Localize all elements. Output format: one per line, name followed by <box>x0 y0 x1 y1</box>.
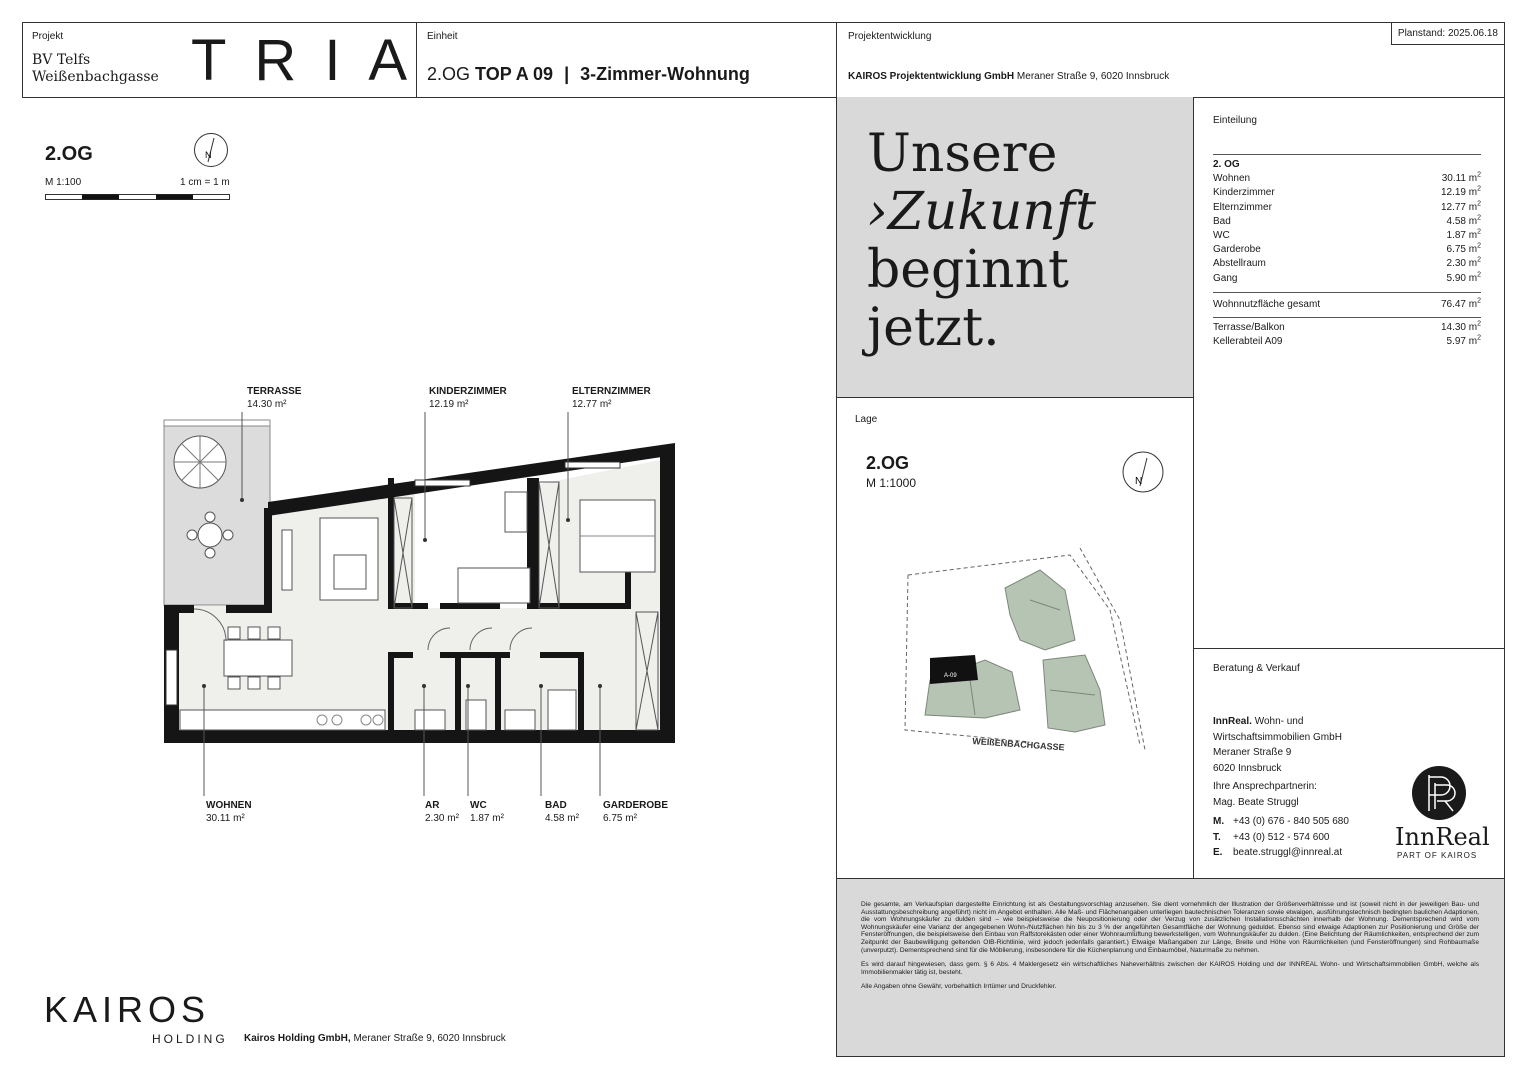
phone-link[interactable]: +43 (0) 512 - 574 600 <box>1233 831 1330 843</box>
einteilung-extras: Terrasse/Balkon 14.30 $m^2$ Kellerabteil A09 5.97 $m^2$ <box>1213 317 1481 349</box>
einteilung-row: Abstellraum 2.30 $m^2$ <box>1213 257 1481 270</box>
unit-type: 3-Zimmer-Wohnung <box>580 64 750 84</box>
room-terrasse: TERRASSE 14.30 m² <box>247 386 302 410</box>
floor-plan <box>155 380 835 830</box>
pe-label: Projektentwicklung <box>848 31 932 42</box>
header-einheit <box>416 22 837 98</box>
einteilung-row: Gang 5.90 $m^2$ <box>1213 271 1481 284</box>
scale-bar <box>45 193 231 202</box>
pe-info <box>848 71 1169 82</box>
svg-text:N: N <box>205 150 212 160</box>
slogan-line3: beginnt <box>867 240 1069 300</box>
room-wohnen: WOHNEN 30.11 m² <box>206 800 252 824</box>
divider-vertical <box>1193 97 1194 879</box>
lage-street: WEIßENBACHGASSE <box>971 736 1065 753</box>
disclaimer-p3: Alle Angaben ohne Gewähr, vorbehaltlich Irrtümer und Druckfehler. <box>861 983 1057 991</box>
email-link[interactable]: beate.struggl@innreal.at <box>1233 847 1343 858</box>
mobile-link[interactable]: +43 (0) 676 - 840 505 680 <box>1233 816 1349 827</box>
plan-scale: M 1:100 <box>45 177 82 188</box>
north-arrow-icon <box>193 132 229 168</box>
slogan-text <box>867 125 1096 357</box>
pe-company: KAIROS Projektentwicklung GmbH <box>848 71 1015 82</box>
einteilung-row: Garderobe 6.75 $m^2$ <box>1213 242 1481 256</box>
einteilung-floor: 2. OG <box>1213 159 1240 170</box>
unit-number: TOP A 09 <box>475 64 554 84</box>
kairos-logo-sub: HOLDING <box>152 1032 228 1046</box>
projekt-line2: Weißenbachgasse <box>32 69 159 85</box>
projekt-label: Projekt <box>32 31 64 42</box>
contact-label: Ihre Ansprechpartnerin: <box>1213 781 1317 792</box>
disclaimer-p2: Es wird darauf hingewiesen, dass gem. § 6 Abs. 4 Maklergesetz ein wirtschaftliches Naheverhältnis zwischen der KAIROS Holding und der INNREAL Wohn- und Wirtschaftsimmobilien GmbH, welche als Immobilienmakler tätig ist, besteht. <box>861 961 1479 976</box>
slogan-line1: Unsere <box>867 124 1058 184</box>
divider-lage <box>837 397 1194 398</box>
unit-separator: | <box>564 64 570 84</box>
header-projektentwicklung <box>836 22 1505 98</box>
divider-beratung <box>1194 648 1504 649</box>
lage-floor: 2.OG <box>866 453 910 473</box>
company-bold: InnReal. <box>1213 716 1252 727</box>
beratung-address: InnReal. Wohn- und Wirtschaftsimmobilien GmbH Meraner Straße 9 6020 Innsbruck Ihre Ansprechpartnerin: Mag. Beate Struggl M. +43 (0) 676 - 840 505 680 T. +43 (0) 512 - 574 600 E. beate.struggl@innreal.at <box>1213 716 1349 858</box>
room-kinderzimmer: KINDERZIMMER 12.19 m² <box>429 386 507 410</box>
einteilung-label: Einteilung <box>1213 115 1257 126</box>
lage-label: Lage <box>855 414 878 425</box>
innreal-brand: InnReal <box>1395 823 1490 851</box>
slogan-line2: ›Zukunft <box>867 182 1097 242</box>
einheit-label: Einheit <box>427 31 458 42</box>
svg-text:N: N <box>1135 476 1143 487</box>
einteilung-total: Wohnnutzfläche gesamt 76.47 $m^2$ <box>1213 292 1481 317</box>
room-garderobe: GARDEROBE 6.75 m² <box>603 800 669 824</box>
room-bad: BAD 4.58 m² <box>545 800 579 824</box>
slogan-panel <box>837 97 1194 397</box>
slogan-line4: jetzt. <box>867 298 1000 358</box>
room-ar: AR 2.30 m² <box>425 800 459 824</box>
room-wc: WC 1.87 m² <box>470 800 504 824</box>
company-line2: Wirtschaftsimmobilien GmbH <box>1213 731 1342 743</box>
lage-scale: M 1:1000 <box>866 476 917 490</box>
unit-floor: 2.OG <box>427 64 471 84</box>
disclaimer-p1: Die gesamte, am Verkaufsplan dargestellte Einrichtung ist als Gestaltungsvorschlag anzusehen. Sie dient vornehmlich der Illustration der Größenverhältnisse und ist (soweit nicht in der jeweiligen Bau- und Ausstattungsbeschreibung angeführt) nicht im Angebot enthalten. Alle Maß- und Flächenangaben unterliegen bautechnischen Toleranzen sowie etwaigen, ausführungstechnisch bedingten baulichen Adaptionen, die vom Wohnungskäufer zu dulden sind – wie beispielsweise die Neupositionierung oder der Verzug von zusätzlichen Installationsschächten innerhalb der Wohnung. Dementsprechend wird vom Wohnungskäufer eine Varianz der angegebenen Wohn-/Nutzflächen hin bis zu 3 % der angeführten Gesamtfläche der Wohnung geduldet. Ebenso sind etwaige Adaptionen zur Positionierung und Größe der Fensteröffnungen, die beispielsweise den Einbau von Raffstorekästen oder einer Wohnraumlüftung bewerkstelligen, vom Wohnungskäufer zu dulden. (Eine Belichtung der Räumlichkeiten, entsprechend der zum Zeitpunkt der Baubewilligung geltenden OIB-Richtlinie, wird jedoch jedenfalls garantiert.) Etwaige Maßangaben zur Länge, Breite und Höhe von Räumlichkeiten (und Fensteröffnungen) sind Rohbaumaße (unverputzt). Dementsprechend sind für die Möblierung, insbesondere für die Küchenplanung und Einbaumöbel, Naturmaße zu nehmen. <box>861 901 1479 954</box>
room-elternzimmer: ELTERNZIMMER 12.77 m² <box>572 386 651 410</box>
company-rest: Wohn- und <box>1254 716 1304 727</box>
footer-address <box>244 1033 506 1044</box>
innreal-brand-sub: PART OF KAIROS <box>1397 851 1478 860</box>
projekt-line1: BV Telfs <box>32 52 91 68</box>
disclaimer <box>836 878 1505 1057</box>
lage-marker: A-09 <box>944 673 957 679</box>
header-projekt <box>22 22 436 98</box>
footer-company: Kairos Holding GmbH, <box>244 1033 351 1044</box>
einteilung-row: Bad 4.58 $m^2$ <box>1213 214 1481 227</box>
tria-logo: TRIA <box>191 28 436 93</box>
contact-name: Mag. Beate Struggl <box>1213 796 1299 808</box>
beratung-city: 6020 Innsbruck <box>1213 762 1282 774</box>
pe-address: Meraner Straße 9, 6020 Innsbruck <box>1016 71 1170 82</box>
unit-title <box>427 64 750 85</box>
planstand: Planstand: 2025.06.18 <box>1391 23 1504 45</box>
einteilung-row: Kinderzimmer 12.19 $m^2$ <box>1213 186 1481 199</box>
einteilung-table <box>1213 154 1481 349</box>
einteilung-row: Wohnen 30.11 $m^2$ <box>1213 171 1481 185</box>
unit-location-marker <box>930 655 978 684</box>
einteilung-row: WC 1.87 $m^2$ <box>1213 228 1481 242</box>
lage-north-arrow-icon <box>1121 450 1165 494</box>
plan-floor: 2.OG <box>45 143 93 165</box>
projekt-name <box>32 52 159 86</box>
einteilung-row: Elternzimmer 12.77 $m^2$ <box>1213 200 1481 213</box>
innreal-emblem-icon <box>1411 765 1467 821</box>
beratung-street: Meraner Straße 9 <box>1213 747 1292 758</box>
plan-scale-note: 1 cm = 1 m <box>180 177 230 188</box>
footer-street: Meraner Straße 9, 6020 Innsbruck <box>353 1033 506 1044</box>
beratung-label: Beratung & Verkauf <box>1213 663 1300 674</box>
site-map <box>890 540 1150 760</box>
kairos-logo: KAIROS <box>44 989 211 1030</box>
